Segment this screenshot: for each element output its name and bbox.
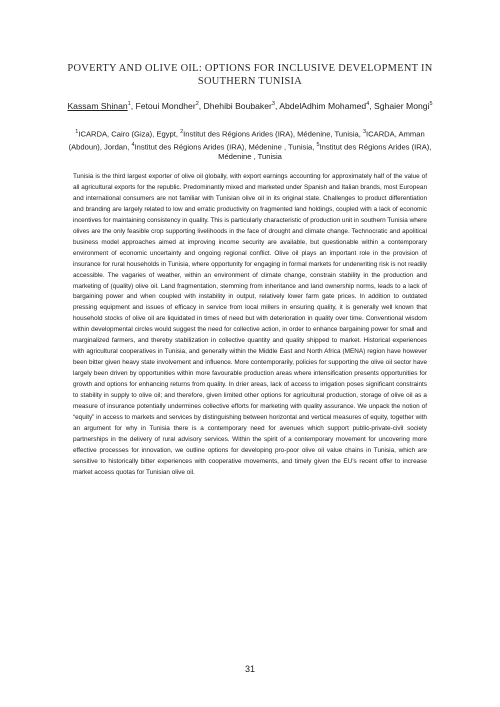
author-affiliation-mark: 3 [271,101,275,107]
author-affiliation-mark: 2 [195,101,199,107]
affiliation-mark: 3 [362,129,367,135]
author-name: Fetoui Mondher [135,100,196,111]
author-affiliation-mark: 5 [429,101,433,107]
author-affiliation-mark: 4 [366,101,370,107]
affiliation-mark: 4 [131,141,135,148]
author-name: Dhehibi Boubaker [203,100,272,111]
affiliation-mark: 1 [75,129,79,135]
paper-title: POVERTY AND OLIVE OIL: OPTIONS FOR INCLUSIVE DEVELOPMENT IN SOUTHERN TUNISIA [67,63,433,87]
affiliation-mark: 5 [316,141,320,148]
author-name: AbdelAdhim Mohamed [279,100,367,111]
author-affiliation-mark: 1 [127,101,131,107]
affiliation-text: Institut des Régions Arides (IRA), Médenine , Tunisia, [134,142,315,152]
affiliation-text: Institut des Régions Arides (IRA), Médenine , Tunisia [218,142,432,162]
affiliation-text: ICARDA, Cairo (Giza), Egypt, [78,129,178,139]
affiliation-text: Institut des Régions Arides (IRA), Médenine, Tunisia, [183,129,361,139]
abstract-paragraph: Tunisia is the third largest exporter of olive oil globally, with export earnings accounting for approximately half of the value of all agricultural exports for the republic. Predominantly mixed and marketed under Spanish and Italian brands, most European and international consumers are not familiar with Tunisian olive oil in its original state. Challenges to product differentiation and branding are largely related to low and erratic productivity on fragmented land holdings, coupled with a lack of economic incentives for maintaining consistency in quality. This is particularly characteristic of production unit in southern Tunisia where olives are the only feasible crop supporting livelihoods in the face of drought and climate change. Technocratic and apolitical business model approaches aimed at improving income security are available, but questionable within a contemporary environment of economic uncertainty and ongoing regional conflict. Olive oil plays an important role in the provision of insurance for rural households in Tunisia, where opportunity for engaging in formal markets for underwriting risk is not readily accessible. The vagaries of weather, within an environment of climate change, constrain stability in the production and marketing of (quality) olive oil. Land fragmentation, stemming from inheritance and land ownership norms, leads to a lack of bargaining power and when coupled with instability in output, relatively lower farm gate prices. In addition to outdated pressing equipment and issues of efficacy in service from local millers in ensuring quality, it is generally well known that household stocks of olive oil are liquidated in times of need but with deterioration in quality over time. Conventional wisdom within developmental circles would suggest the need for collective action, in order to enhance bargaining power for small and marginalized farmers, and thereby stabilization in collective quantity and quality shipped to market. Historical experiences with agricultural cooperatives in Tunisia, and generally within the Middle East and North Africa (MENA) region have however been bitter given heavy state involvement and influence. More contemporarily, policies for supporting the olive oil sector have largely been driven by opportunities within more favourable production areas where intensification presents opportunities for growth and options for enhancing returns from quality. In drier areas, lack of access to irrigation poses significant constraints to stability in supply to olive oil; and therefore, given limited other options for agricultural production, storage of olive oil as a measure of insurance potentially undermines collective efforts for marketing with quality assurance. We unpack the notion of “equity” in access to markets and services by distinguishing between horizontal and vertical measures of equity, together with an argument for why in Tunisia there is a contemporary need for avenues which support public-private-civil society partnerships in the delivery of rural advisory services. Within the spirit of a contemporary movement for uncovering more effective processes for innovation, we outline options for developing pro-poor olive oil value chains in Tunisia, which are sensitive to historically bitter experiences with cooperative movements, and timely given the EU’s recent offer to increase market access quotas for Tunisian olive oil. [73,173,427,476]
author-name: Kassam Shinan [67,100,128,111]
affiliation-mark: 2 [180,129,184,135]
author-name: Sghaier Mongi [374,100,430,111]
affiliation-list [60,127,440,162]
affiliation-text: ICARDA, Amman (Abdoun), Jordan, [68,129,425,152]
page-number: 31 [244,664,255,674]
author-list: Kassam Shinan$^1$, Fetoui Mondher$^2$, Dhehibi Boubaker$^3$, AbdelAdhim Mohamed$^4$, Sghaier Mongi$^5$ [67,100,433,111]
